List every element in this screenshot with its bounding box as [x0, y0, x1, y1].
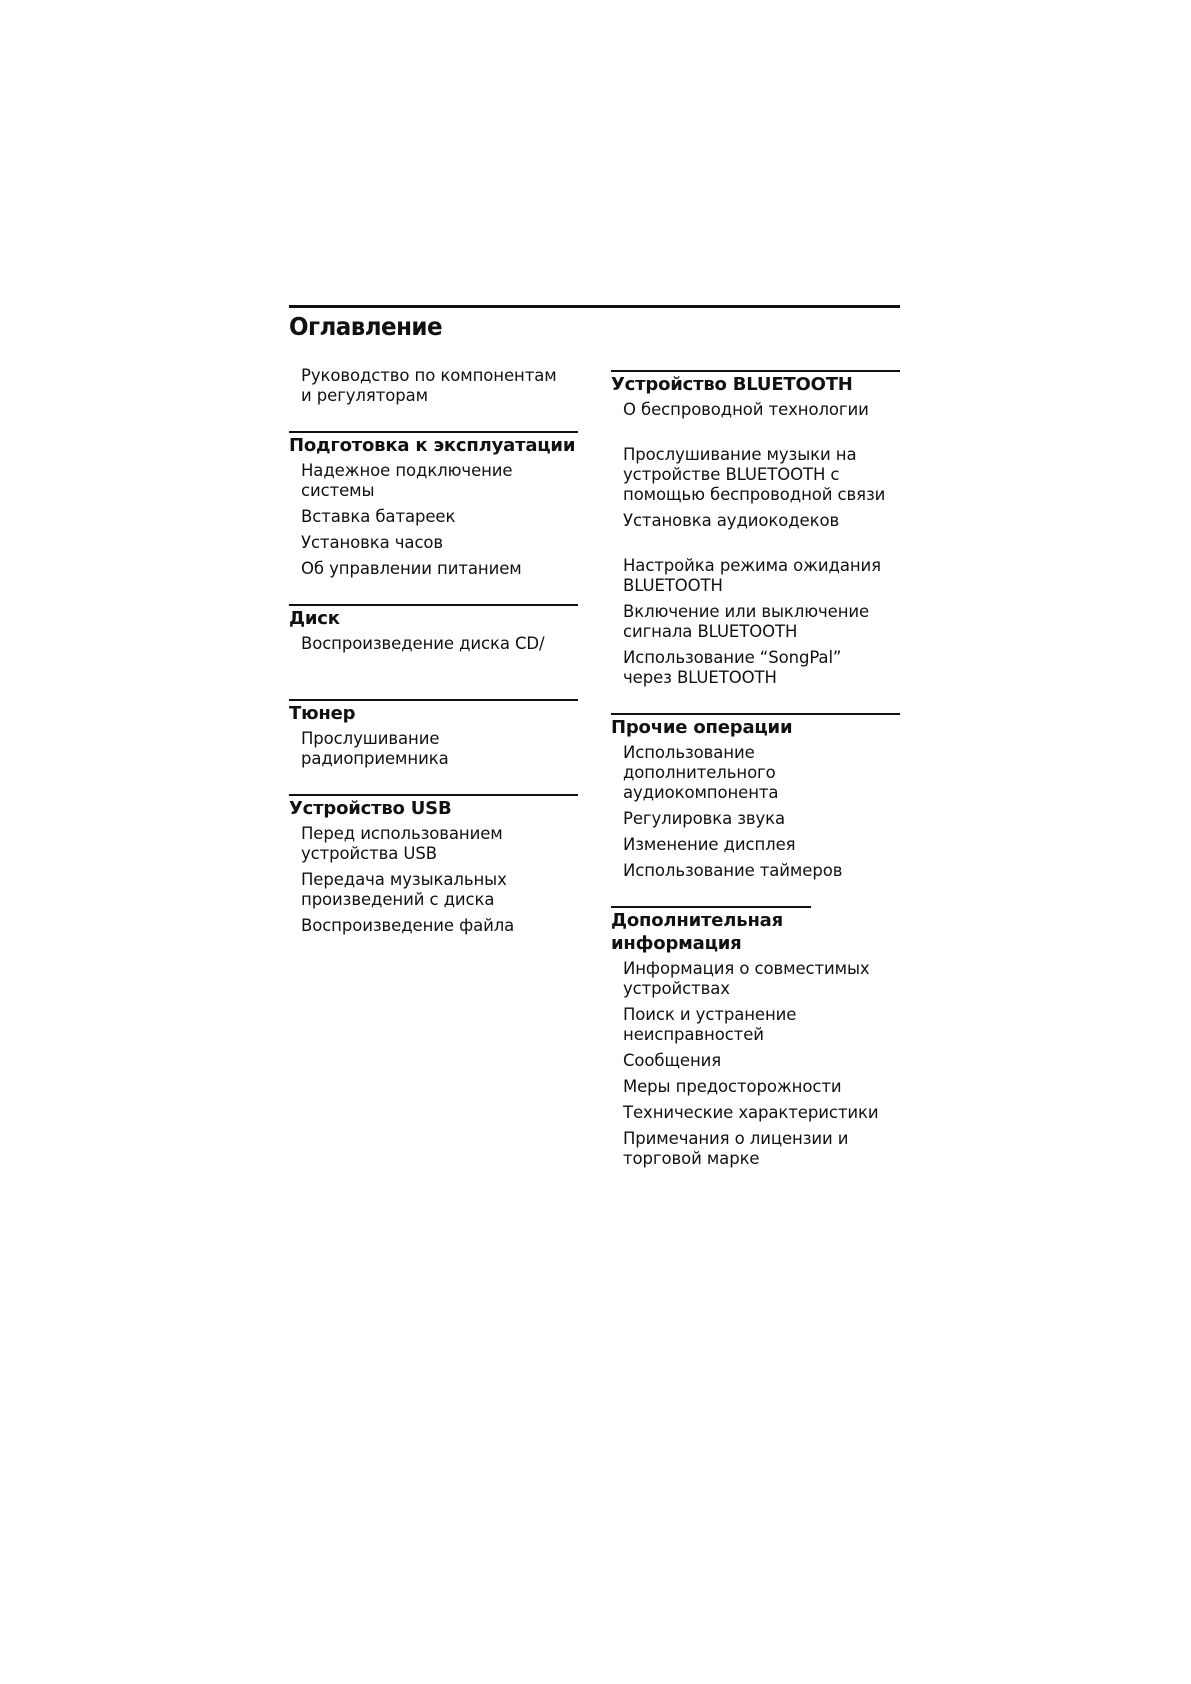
section-heading-other-operations[interactable]: Прочие операции	[611, 713, 900, 739]
page-title-rule	[289, 305, 900, 308]
toc-entry[interactable]: Установка часов	[301, 533, 444, 552]
toc-entry[interactable]: Использование дополнительного аудиокомпонента	[623, 743, 779, 802]
toc-entry[interactable]: Передача музыкальных произведений с диска	[301, 870, 507, 909]
toc-entry[interactable]: Воспроизведение файла	[301, 916, 515, 935]
toc-entry[interactable]: Об управлении питанием	[301, 559, 522, 578]
toc-section-tuner	[289, 699, 578, 769]
toc-entry[interactable]: Примечания о лицензии и торговой марке	[623, 1129, 849, 1168]
toc-entry[interactable]: Надежное подключение системы	[301, 461, 513, 500]
toc-entry[interactable]: Настройка режима ожидания BLUETOOTH	[623, 556, 881, 595]
toc-entry[interactable]: Регулировка звука	[623, 809, 786, 828]
toc-entry[interactable]: Технические характеристики	[623, 1103, 879, 1122]
section-heading-preparation[interactable]: Подготовка к эксплуатации	[289, 431, 578, 457]
section-heading-bluetooth[interactable]: Устройство BLUETOOTH	[611, 370, 900, 396]
toc-entry[interactable]: Использование таймеров	[623, 861, 843, 880]
toc-entry[interactable]: Установка аудиокодеков	[623, 511, 840, 530]
toc-section-usb	[289, 794, 578, 936]
toc-entry[interactable]: Прослушивание музыки на устройстве BLUETOOTH с помощью беспроводной связи	[623, 445, 886, 504]
toc-entry[interactable]: Меры предосторожности	[623, 1077, 842, 1096]
toc-section-bluetooth	[611, 370, 900, 688]
toc-entry-components-guide[interactable]: Руководство по компонентам и регуляторам	[301, 366, 557, 405]
toc-entry[interactable]: Поиск и устранение неисправностей	[623, 1005, 797, 1044]
toc-entry[interactable]: Использование “SongPal” через BLUETOOTH	[623, 648, 842, 687]
section-heading-tuner[interactable]: Тюнер	[289, 699, 578, 725]
page-title: Оглавление	[289, 312, 443, 341]
toc-entry[interactable]: Вставка батареек	[301, 507, 456, 526]
toc-left-column	[289, 366, 578, 942]
toc-section-other-operations	[611, 713, 900, 881]
toc-entry[interactable]: Прослушивание радиоприемника	[301, 729, 449, 768]
section-heading-usb[interactable]: Устройство USB	[289, 794, 578, 820]
toc-entry[interactable]: Включение или выключение сигнала BLUETOOTH	[623, 602, 870, 641]
toc-entry[interactable]: Информация о совместимых устройствах	[623, 959, 870, 998]
toc-entry[interactable]: Изменение дисплея	[623, 835, 796, 854]
section-heading-additional-info[interactable]: Дополнительная информация	[611, 906, 811, 955]
toc-right-column	[611, 370, 900, 1175]
toc-entry[interactable]: Перед использованием устройства USB	[301, 824, 503, 863]
toc-entry[interactable]: Воспроизведение диска CD/	[301, 634, 545, 653]
toc-entry[interactable]: О беспроводной технологии	[623, 400, 869, 419]
toc-section-preparation	[289, 431, 578, 579]
toc-section-additional-info	[611, 906, 900, 1169]
section-heading-disc[interactable]: Диск	[289, 604, 578, 630]
toc-section-disc	[289, 604, 578, 654]
toc-entry[interactable]: Сообщения	[623, 1051, 722, 1070]
